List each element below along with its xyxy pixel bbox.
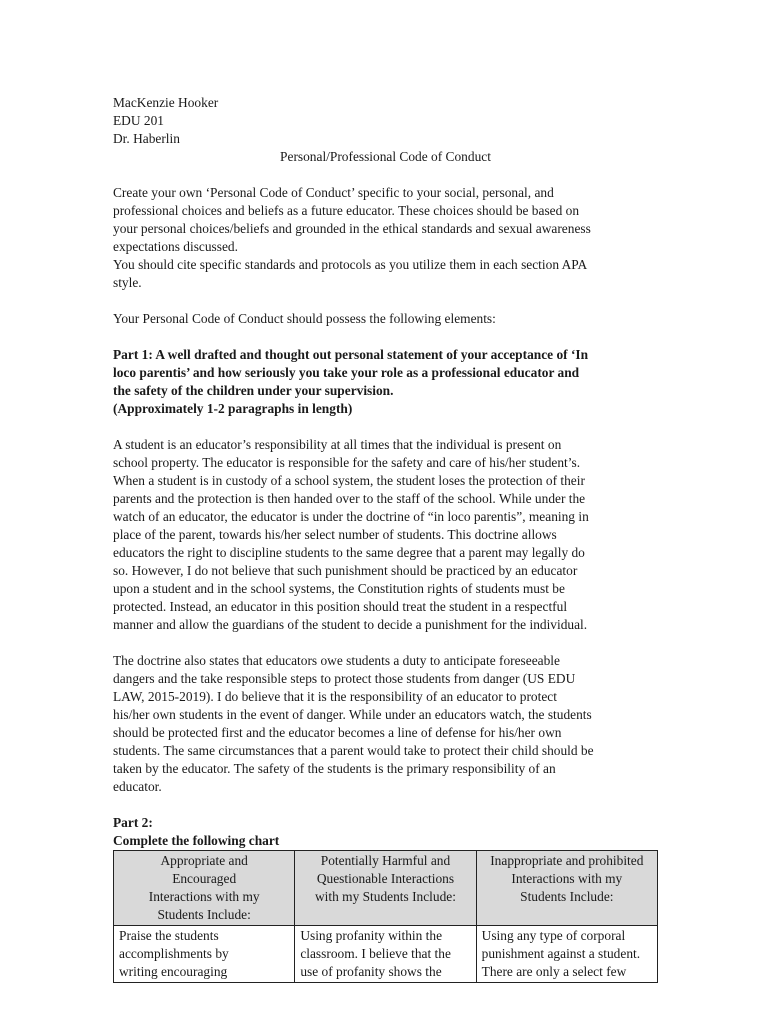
document-title: Personal/Professional Code of Conduct xyxy=(280,149,491,164)
instructions-paragraph-1: Create your own ‘Personal Code of Conduct’ specific to your social, personal, and professional choices and beliefs as a future educator. These choices should be based on your personal choices/beliefs and grounded in the ethical standards and sexual awareness expectations discussed. xyxy=(113,185,591,254)
header-prohibited: Inappropriate and prohibited Interactions with my Students Include: xyxy=(476,851,657,926)
part2-subheading: Complete the following chart xyxy=(113,833,280,848)
header-appropriate: Appropriate and Encouraged Interactions with my Students Include: xyxy=(114,851,295,926)
part1-paragraph-2: The doctrine also states that educators owe students a duty to anticipate foreseeable dangers and the take responsible steps to protect those students from danger (US EDU LAW, 2015-2019). I do believe that it is the responsibility of an educator to protect his/her own students in the event of danger. While under an educators watch, the students should be protected first and the educator becomes a line of defense for his/her own students. The same circumstances that a parent would take to protect their child should be taken by the educator. The safety of the students is the primary responsibility of an educator. xyxy=(113,653,594,794)
table-row xyxy=(114,926,658,983)
document-page xyxy=(113,94,658,983)
cell-potentially-harmful: Using profanity within the classroom. I believe that the use of profanity shows the xyxy=(295,926,476,983)
chart-header-row xyxy=(114,851,658,926)
header-potentially-harmful: Potentially Harmful and Questionable Interactions with my Students Include: xyxy=(295,851,476,926)
instructions-paragraph-2: You should cite specific standards and protocols as you utilize them in each section APA style. xyxy=(113,257,588,290)
part1-heading: Part 1: A well drafted and thought out personal statement of your acceptance of ‘In loco parentis’ and how seriously you take your role as a professional educator and the safety of the children under your supervision. (Approximately 1-2 paragraphs in length) xyxy=(113,347,589,416)
instructions-paragraph-3: Your Personal Code of Conduct should possess the following elements: xyxy=(113,311,496,326)
conduct-chart xyxy=(113,850,658,983)
cell-appropriate: Praise the students accomplishments by writing encouraging xyxy=(114,926,295,983)
part2-heading: Part 2: xyxy=(113,815,153,830)
course-code: EDU 201 xyxy=(113,113,164,128)
part1-paragraph-1: A student is an educator’s responsibility at all times that the individual is present on school property. The educator is responsible for the safety and care of his/her student’s. When a student is in custody of a school system, the student loses the protection of their parents and the protection is then handed over to the staff of the school. While under the watch of an educator, the educator is under the doctrine of “in loco parentis”, meaning in place of the parent, towards his/her select number of students. This doctrine allows educators the right to discipline students to the same degree that a parent may legally do so. However, I do not believe that such punishment should be practiced by an educator upon a student and in the school systems, the Constitution rights of students must be protected. Instead, an educator in this position should treat the student in a respectful manner and allow the guardians of the student to decide a punishment for the individual. xyxy=(113,437,589,632)
instructor-name: Dr. Haberlin xyxy=(113,131,180,146)
cell-prohibited: Using any type of corporal punishment against a student. There are only a select few xyxy=(476,926,657,983)
student-name: MacKenzie Hooker xyxy=(113,95,219,110)
